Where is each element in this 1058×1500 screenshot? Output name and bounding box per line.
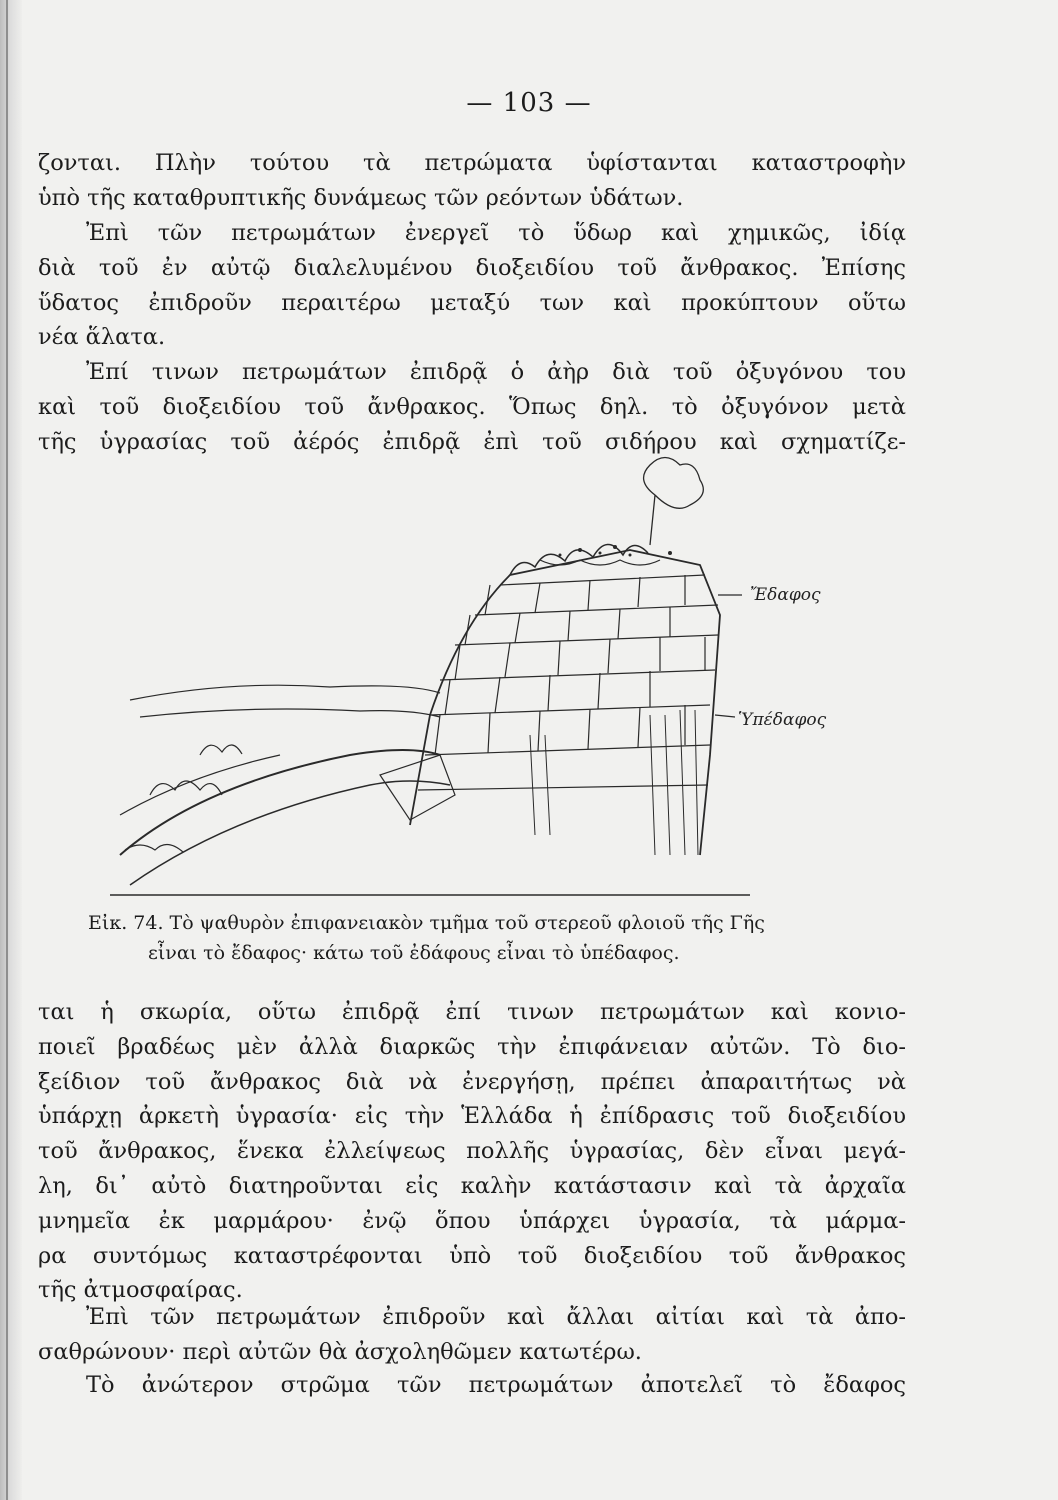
caption-line: εἶναι τὸ ἔδαφος· κάτω τοῦ ἐδάφους εἶναι τὸ ὑπέδαφος. bbox=[148, 942, 680, 964]
page-number: — 103 — bbox=[466, 88, 592, 118]
wall-outline bbox=[410, 550, 720, 855]
text-line: ὕδατος ἐπιδροῦν περαιτέρω μεταξύ των καὶ προκύπτουν οὕτω bbox=[38, 289, 906, 316]
figure-caption bbox=[38, 908, 918, 968]
soil-wall-sketch bbox=[110, 455, 870, 905]
binding-shadow-line bbox=[6, 0, 8, 1500]
text-line: καὶ τοῦ διοξειδίου τοῦ ἄνθρακος. Ὅπως δηλ. τὸ ὀξυγόνον μετὰ bbox=[38, 393, 906, 420]
text-line: μνημεῖα ἐκ μαρμάρου· ἐνῷ ὅπου ὑπάρχει ὑγρασία, τὰ μάρμα- bbox=[38, 1207, 906, 1234]
text-line: τῆς ἀτμοσφαίρας. bbox=[38, 1277, 243, 1304]
wall-course bbox=[430, 705, 710, 715]
label-subsoil: Ὑπέδαφος bbox=[738, 710, 827, 730]
text-line: Ἐπὶ τῶν πετρωμάτων ἐνεργεῖ τὸ ὕδωρ καὶ χημικῶς, ἰδίᾳ bbox=[86, 220, 906, 246]
paragraph-other-causes bbox=[38, 1300, 906, 1370]
figure-soil-illustration bbox=[110, 455, 870, 905]
pointer-subsoil bbox=[715, 715, 735, 717]
hill-line bbox=[140, 709, 440, 717]
paragraph-soil-definition bbox=[38, 1368, 906, 1403]
caption-line: Εἰκ. 74. Τὸ ψαθυρὸν ἐπιφανειακὸν τμῆμα τοῦ στερεοῦ φλοιοῦ τῆς Γῆς bbox=[88, 912, 765, 934]
text-line: νέα ἅλατα. bbox=[38, 324, 166, 351]
text-line: Ἐπί τινων πετρωμάτων ἐπιδρᾷ ὁ ἀὴρ διὰ τοῦ ὀξυγόνου του bbox=[86, 359, 906, 385]
text-line: ὑπάρχῃ ἀρκετὴ ὑγρασία· εἰς τὴν Ἑλλάδα ἡ ἐπίδρασις τοῦ διοξειδίου bbox=[38, 1103, 906, 1130]
shade-hatch bbox=[650, 710, 698, 855]
road-edge bbox=[120, 755, 280, 815]
label-soil: Ἔδαφος bbox=[750, 585, 821, 605]
wall-course bbox=[418, 785, 708, 790]
book-binding-edge bbox=[0, 0, 22, 1500]
bush bbox=[125, 844, 183, 852]
paragraph-air-oxygen bbox=[38, 355, 906, 459]
paragraph-continuation bbox=[38, 146, 906, 216]
text-line: ται ἡ σκωρία, οὕτω ἐπιδρᾷ ἐπί τινων πετρωμάτων καὶ κονιο- bbox=[38, 999, 906, 1025]
text-line: ποιεῖ βραδέως μὲν ἀλλὰ διαρκῶς τὴν ἐπιφάνειαν αὐτῶν. Τὸ διο- bbox=[38, 1033, 906, 1060]
text-line: ὑπὸ τῆς καταθρυπτικῆς δυνάμεως τῶν ρεόντων ὑδάτων. bbox=[38, 184, 684, 211]
stone-joints bbox=[465, 607, 670, 645]
bush bbox=[200, 745, 242, 755]
shade-hatch bbox=[530, 735, 550, 835]
road-edge bbox=[130, 781, 450, 885]
paragraph-oxidation bbox=[38, 995, 906, 1308]
wall-course bbox=[440, 670, 715, 680]
wall-course bbox=[500, 575, 705, 585]
text-line: λη, δι᾽ αὐτὸ διατηροῦνται εἰς καλὴν κατάστασιν καὶ τὰ ἀρχαῖα bbox=[38, 1172, 906, 1199]
text-line: Τὸ ἀνώτερον στρῶμα τῶν πετρωμάτων ἀποτελεῖ τὸ ἔδαφος bbox=[86, 1372, 906, 1398]
wall-course bbox=[455, 635, 718, 645]
wall-course bbox=[475, 605, 718, 615]
tree bbox=[644, 458, 704, 546]
road-edge bbox=[120, 750, 440, 855]
text-line: σαθρώνουν· περὶ αὐτῶν θὰ ἀσχοληθῶμεν κατωτέρω. bbox=[38, 1338, 642, 1365]
text-line: ζονται. Πλὴν τούτου τὰ πετρώματα ὑφίστανται καταστροφὴν bbox=[38, 150, 906, 176]
text-line: τοῦ ἄνθρακος, ἕνεκα ἐλλείψεως πολλῆς ὑγρασίας, δὲν εἶναι μεγά- bbox=[38, 1138, 906, 1165]
text-line: τῆς ὑγρασίας τοῦ ἀέρός ἐπιδρᾷ ἐπὶ τοῦ σιδήρου καὶ σχηματίζε- bbox=[38, 428, 906, 455]
hill-line bbox=[130, 685, 440, 700]
text-line: ρα συντόμως καταστρέφονται ὑπὸ τοῦ διοξειδίου τοῦ ἄνθρακος bbox=[38, 1242, 906, 1269]
text-line: ξείδιον τοῦ ἄνθρακος διὰ νὰ ἐνεργήσῃ, πρέπει ἀπαραιτήτως νὰ bbox=[38, 1068, 906, 1095]
wall-course bbox=[425, 745, 710, 755]
paragraph-chemical-water bbox=[38, 216, 906, 355]
text-line: διὰ τοῦ ἐν αὐτῷ διαλελυμένου διοξειδίου τοῦ ἄνθρακος. Ἐπίσης bbox=[38, 254, 906, 281]
text-line: Ἐπὶ τῶν πετρωμάτων ἐπιδροῦν καὶ ἄλλαι αἰτίαι καὶ τὰ ἀπο- bbox=[86, 1304, 906, 1330]
